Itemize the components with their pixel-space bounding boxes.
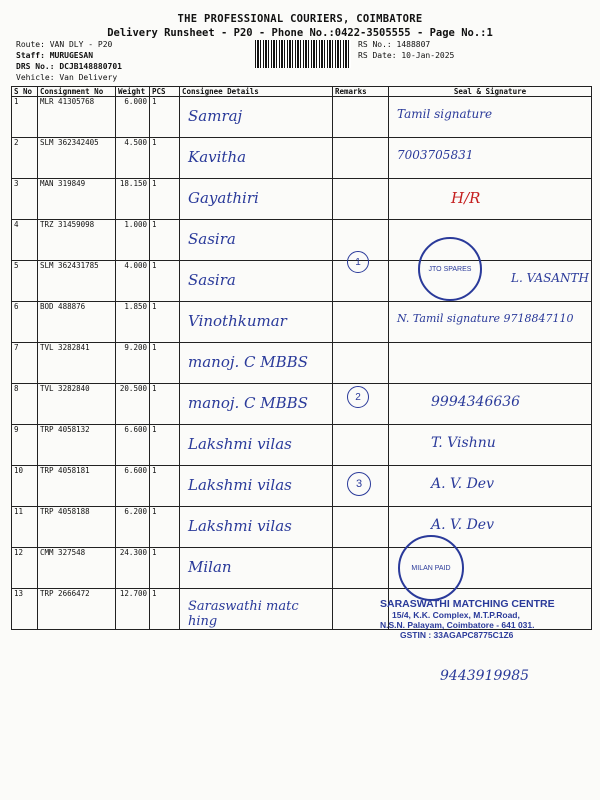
consignee-handwriting: manoj. C MBBS xyxy=(188,353,308,371)
cell-weight: 1.000 xyxy=(116,220,150,261)
cell-sno: 6 xyxy=(12,302,38,343)
cell-remarks xyxy=(333,138,389,179)
cell-consignment: TVL 3282841 xyxy=(38,343,116,384)
cell-consignee xyxy=(180,548,333,589)
runsheet-table xyxy=(11,86,592,630)
vehicle-label: Vehicle: Van Delivery xyxy=(16,73,118,82)
cell-consignment: BOD 488876 xyxy=(38,302,116,343)
staff-label: Staff: MURUGESAN xyxy=(16,51,94,60)
cell-remarks xyxy=(333,179,389,220)
cell-sno: 3 xyxy=(12,179,38,220)
cell-weight: 4.000 xyxy=(116,261,150,302)
cell-sno: 5 xyxy=(12,261,38,302)
cell-consignment: TVL 3282840 xyxy=(38,384,116,425)
shop-name: SARASWATHI MATCHING CENTRE xyxy=(380,598,555,610)
remark-handwriting: H/R xyxy=(451,189,481,207)
cell-consignment: MAN 319849 xyxy=(38,179,116,220)
cell-weight: 20.500 xyxy=(116,384,150,425)
cell-consignee xyxy=(180,302,333,343)
cell-weight: 6.600 xyxy=(116,425,150,466)
cell-signature xyxy=(389,302,592,343)
cell-sno: 4 xyxy=(12,220,38,261)
col-header-remarks: Remarks xyxy=(333,87,389,97)
cell-sno: 1 xyxy=(12,97,38,138)
cell-weight: 6.600 xyxy=(116,466,150,507)
cell-consignment: TRP 4058188 xyxy=(38,507,116,548)
table-row xyxy=(12,138,592,179)
table-header-row xyxy=(12,87,592,97)
signature-handwriting: A. V. Dev xyxy=(431,517,494,533)
cell-consignee xyxy=(180,97,333,138)
cell-sno: 7 xyxy=(12,343,38,384)
jto-spares-stamp: JTO SPARES xyxy=(418,237,482,301)
cell-signature xyxy=(389,425,592,466)
signature-handwriting: T. Vishnu xyxy=(431,435,496,451)
shop-address-line1: 15/4, K.K. Complex, M.T.P.Road, xyxy=(392,610,520,620)
rs-date: RS Date: 10-Jan-2025 xyxy=(358,51,455,60)
cell-sno: 8 xyxy=(12,384,38,425)
shop-address-line2: N.S.N. Palayam, Coimbatore - 641 031. xyxy=(380,620,535,630)
circle-mark-2: 2 xyxy=(347,386,369,408)
cell-consignee xyxy=(180,179,333,220)
cell-consignee xyxy=(180,425,333,466)
table-row xyxy=(12,466,592,507)
cell-pcs: 1 xyxy=(150,302,180,343)
table-row xyxy=(12,548,592,589)
table-row xyxy=(12,179,592,220)
table-row xyxy=(12,343,592,384)
cell-remarks xyxy=(333,302,389,343)
consignee-handwriting: Kavitha xyxy=(188,148,247,166)
cell-signature xyxy=(389,343,592,384)
consignee-handwriting: Sasira xyxy=(188,230,236,248)
signature-handwriting: N. Tamil signature 9718847110 xyxy=(397,312,574,325)
cell-weight: 12.700 xyxy=(116,589,150,630)
cell-signature xyxy=(389,179,592,220)
cell-consignee xyxy=(180,343,333,384)
table-row xyxy=(12,425,592,466)
signature-handwriting: A. V. Dev xyxy=(431,476,494,492)
cell-pcs: 1 xyxy=(150,179,180,220)
cell-consignee xyxy=(180,589,333,630)
cell-consignee xyxy=(180,384,333,425)
cell-consignee xyxy=(180,220,333,261)
consignee-handwriting: Sasira xyxy=(188,271,236,289)
cell-remarks xyxy=(333,97,389,138)
consignee-handwriting: Milan xyxy=(188,558,232,576)
consignee-handwriting: Gayathiri xyxy=(188,189,259,207)
cell-consignment: TRZ 31459098 xyxy=(38,220,116,261)
cell-remarks xyxy=(333,343,389,384)
consignee-handwriting: Lakshmi vilas xyxy=(188,435,292,453)
consignee-handwriting: Lakshmi vilas xyxy=(188,476,292,494)
table-row xyxy=(12,97,592,138)
milan-paid-stamp: MILAN PAID xyxy=(398,535,464,601)
cell-weight: 4.500 xyxy=(116,138,150,179)
cell-signature xyxy=(389,97,592,138)
table-row xyxy=(12,302,592,343)
cell-signature xyxy=(389,220,592,261)
cell-pcs: 1 xyxy=(150,384,180,425)
table-row xyxy=(12,261,592,302)
shop-phone-handwriting: 9443919985 xyxy=(440,668,530,684)
cell-weight: 6.200 xyxy=(116,507,150,548)
cell-consignment: TRP 4058181 xyxy=(38,466,116,507)
circle-mark-3: 3 xyxy=(347,472,371,496)
col-header-signature: Seal & Signature xyxy=(389,87,592,97)
col-header-sno: S No xyxy=(12,87,38,97)
cell-pcs: 1 xyxy=(150,466,180,507)
cell-sno: 10 xyxy=(12,466,38,507)
signature-handwriting: L. VASANTH xyxy=(511,271,589,285)
document-subtitle: Delivery Runsheet - P20 - Phone No.:0422-3505555 - Page No.:1 xyxy=(107,27,493,39)
consignee-handwriting: Samraj xyxy=(188,107,243,125)
cell-pcs: 1 xyxy=(150,220,180,261)
signature-handwriting: 9994346636 xyxy=(431,394,521,410)
consignee-handwriting: Lakshmi vilas xyxy=(188,517,292,535)
cell-pcs: 1 xyxy=(150,97,180,138)
cell-weight: 6.000 xyxy=(116,97,150,138)
cell-pcs: 1 xyxy=(150,548,180,589)
cell-remarks xyxy=(333,507,389,548)
table-row xyxy=(12,384,592,425)
cell-consignee xyxy=(180,466,333,507)
col-header-consignee: Consignee Details xyxy=(180,87,333,97)
signature-handwriting: Tamil signature xyxy=(397,107,493,121)
cell-signature xyxy=(389,466,592,507)
col-header-consignment: Consignment No xyxy=(38,87,116,97)
cell-signature xyxy=(389,384,592,425)
cell-weight: 18.150 xyxy=(116,179,150,220)
cell-weight: 1.850 xyxy=(116,302,150,343)
consignee-handwriting: manoj. C MBBS xyxy=(188,394,308,412)
cell-sno: 12 xyxy=(12,548,38,589)
cell-pcs: 1 xyxy=(150,425,180,466)
cell-pcs: 1 xyxy=(150,343,180,384)
consignee-handwriting: Saraswathi matc hing xyxy=(188,599,299,629)
document-title: THE PROFESSIONAL COURIERS, COIMBATORE xyxy=(177,13,423,25)
consignee-handwriting: Vinothkumar xyxy=(188,312,287,330)
cell-pcs: 1 xyxy=(150,589,180,630)
cell-sno: 9 xyxy=(12,425,38,466)
cell-consignment: SLM 362431785 xyxy=(38,261,116,302)
cell-consignment: TRP 2666472 xyxy=(38,589,116,630)
cell-sno: 13 xyxy=(12,589,38,630)
circle-mark-1: 1 xyxy=(347,251,369,273)
cell-consignment: MLR 41305768 xyxy=(38,97,116,138)
table-row xyxy=(12,507,592,548)
drs-number: DRS No.: DCJB148880701 xyxy=(16,62,122,71)
rs-number: RS No.: 1488807 xyxy=(358,40,431,49)
cell-pcs: 1 xyxy=(150,261,180,302)
cell-pcs: 1 xyxy=(150,138,180,179)
cell-remarks xyxy=(333,548,389,589)
signature-handwriting: 7003705831 xyxy=(397,148,474,162)
cell-consignment: TRP 4058132 xyxy=(38,425,116,466)
barcode xyxy=(255,40,351,68)
cell-consignment: CMM 327548 xyxy=(38,548,116,589)
col-header-weight: Weight xyxy=(116,87,150,97)
table-row xyxy=(12,220,592,261)
cell-weight: 9.200 xyxy=(116,343,150,384)
cell-consignee xyxy=(180,138,333,179)
cell-pcs: 1 xyxy=(150,507,180,548)
col-header-pcs: PCS xyxy=(150,87,180,97)
shop-stamp xyxy=(380,598,590,640)
cell-consignee xyxy=(180,507,333,548)
cell-sno: 2 xyxy=(12,138,38,179)
cell-signature xyxy=(389,138,592,179)
shop-gstin: GSTIN : 33AGAPC8775C1Z6 xyxy=(400,630,514,640)
cell-sno: 11 xyxy=(12,507,38,548)
cell-consignment: SLM 362342405 xyxy=(38,138,116,179)
cell-remarks xyxy=(333,425,389,466)
route-label: Route: VAN DLY - P20 xyxy=(16,40,113,49)
cell-consignee xyxy=(180,261,333,302)
cell-weight: 24.300 xyxy=(116,548,150,589)
